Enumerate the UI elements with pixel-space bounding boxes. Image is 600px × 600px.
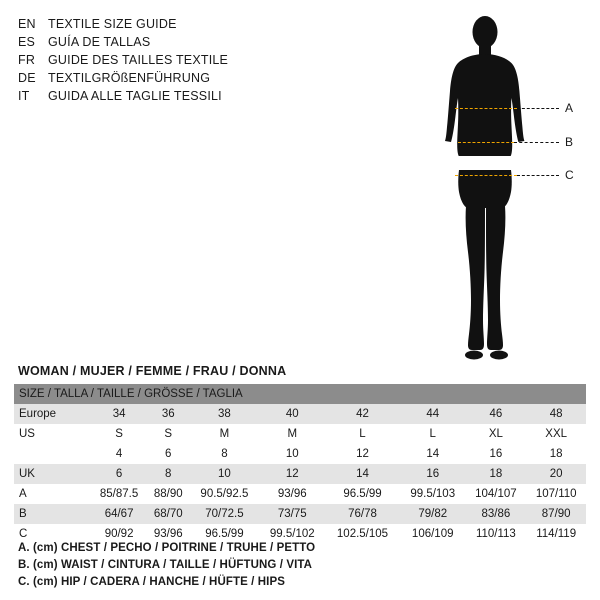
cell: 110/113: [465, 524, 526, 544]
cell: 48: [526, 404, 586, 424]
cell: S: [91, 424, 147, 444]
cell: L: [325, 424, 400, 444]
language-row: [18, 34, 348, 51]
measurement-legend: [18, 540, 578, 591]
cell: 36: [147, 404, 189, 424]
cell: 96.5/99: [325, 484, 400, 504]
row-label: US: [14, 424, 91, 444]
language-code: DE: [18, 71, 36, 85]
marker-label-c: C: [565, 168, 574, 182]
cell: M: [189, 424, 259, 444]
marker-row-b: [458, 136, 573, 148]
cell: 20: [526, 464, 586, 484]
cell: 104/107: [465, 484, 526, 504]
cell: 10: [260, 444, 326, 464]
language-title: GUIDE DES TAILLES TEXTILE: [48, 53, 229, 67]
marker-label-a: A: [565, 101, 574, 115]
row-label: B: [14, 504, 91, 524]
cell: 93/96: [260, 484, 326, 504]
cell: 6: [91, 464, 147, 484]
dashed-line-dark-a: [517, 108, 559, 109]
cell: 18: [526, 444, 586, 464]
legend-row-a: A. (cm) CHEST / PECHO / POITRINE / TRUHE / PETTO: [18, 542, 316, 554]
language-title-list: [18, 16, 348, 106]
language-row: [18, 88, 348, 105]
table-row: [14, 404, 586, 424]
cell: 96.5/99: [189, 524, 259, 544]
cell: 93/96: [147, 524, 189, 544]
cell: 64/67: [91, 504, 147, 524]
cell: S: [147, 424, 189, 444]
cell: 70/72.5: [189, 504, 259, 524]
marker-row-c: [455, 169, 574, 181]
female-body-figure: [400, 10, 595, 375]
cell: 16: [400, 464, 466, 484]
row-label: [14, 444, 91, 464]
size-table: [14, 384, 586, 544]
table-header-label: SIZE / TALLA / TAILLE / GRÖSSE / TAGLIA: [14, 384, 586, 404]
cell: 40: [260, 404, 326, 424]
language-code: ES: [18, 35, 36, 49]
cell: 76/78: [325, 504, 400, 524]
cell: 99.5/102: [260, 524, 326, 544]
cell: 102.5/105: [325, 524, 400, 544]
language-code: EN: [18, 17, 36, 31]
female-silhouette-icon: [400, 10, 595, 375]
legend-row-b: B. (cm) WAIST / CINTURA / TAILLE / HÜFTUNG / VITA: [18, 559, 313, 571]
cell: 14: [400, 444, 466, 464]
legend-row-c: C. (cm) HIP / CADERA / HANCHE / HÜFTE / HIPS: [18, 576, 286, 588]
cell: 85/87.5: [91, 484, 147, 504]
dashed-line-dark-b: [514, 142, 559, 143]
row-label: UK: [14, 464, 91, 484]
cell: 42: [325, 404, 400, 424]
table-row: [14, 464, 586, 484]
cell: 6: [147, 444, 189, 464]
cell: L: [400, 424, 466, 444]
size-table-container: [14, 384, 586, 544]
table-header-row: [14, 384, 586, 404]
cell: 46: [465, 404, 526, 424]
language-title: TEXTILGRÖßENFÜHRUNG: [48, 71, 211, 85]
language-title: TEXTILE SIZE GUIDE: [48, 17, 177, 31]
cell: 44: [400, 404, 466, 424]
cell: 38: [189, 404, 259, 424]
cell: 8: [147, 464, 189, 484]
cell: 106/109: [400, 524, 466, 544]
marker-row-a: [455, 102, 573, 114]
table-row: [14, 484, 586, 504]
language-title: GUIDA ALLE TAGLIE TESSILI: [48, 89, 222, 103]
dashed-line-accent-a: [455, 108, 517, 109]
cell: 107/110: [526, 484, 586, 504]
cell: 12: [325, 444, 400, 464]
cell: 68/70: [147, 504, 189, 524]
cell: XL: [465, 424, 526, 444]
row-label: A: [14, 484, 91, 504]
row-label: Europe: [14, 404, 91, 424]
table-row: [14, 504, 586, 524]
cell: 114/119: [526, 524, 586, 544]
cell: 34: [91, 404, 147, 424]
marker-label-b: B: [565, 135, 574, 149]
dashed-line-accent-c: [455, 175, 517, 176]
dashed-line-accent-b: [458, 142, 514, 143]
language-row: [18, 70, 348, 87]
language-row: [18, 16, 348, 33]
cell: M: [260, 424, 326, 444]
cell: 14: [325, 464, 400, 484]
language-code: IT: [18, 89, 30, 103]
cell: 73/75: [260, 504, 326, 524]
cell: 90.5/92.5: [189, 484, 259, 504]
row-label: C: [14, 524, 91, 544]
language-title: GUÍA DE TALLAS: [48, 35, 151, 49]
section-title-woman: WOMAN / MUJER / FEMME / FRAU / DONNA: [18, 364, 287, 378]
cell: 16: [465, 444, 526, 464]
cell: 87/90: [526, 504, 586, 524]
cell: 79/82: [400, 504, 466, 524]
cell: 8: [189, 444, 259, 464]
cell: 12: [260, 464, 326, 484]
cell: 99.5/103: [400, 484, 466, 504]
cell: XXL: [526, 424, 586, 444]
cell: 10: [189, 464, 259, 484]
cell: 90/92: [91, 524, 147, 544]
cell: 4: [91, 444, 147, 464]
table-row: [14, 424, 586, 444]
table-row: [14, 444, 586, 464]
cell: 83/86: [465, 504, 526, 524]
language-code: FR: [18, 53, 36, 67]
language-row: [18, 52, 348, 69]
dashed-line-dark-c: [517, 175, 559, 176]
cell: 88/90: [147, 484, 189, 504]
cell: 18: [465, 464, 526, 484]
